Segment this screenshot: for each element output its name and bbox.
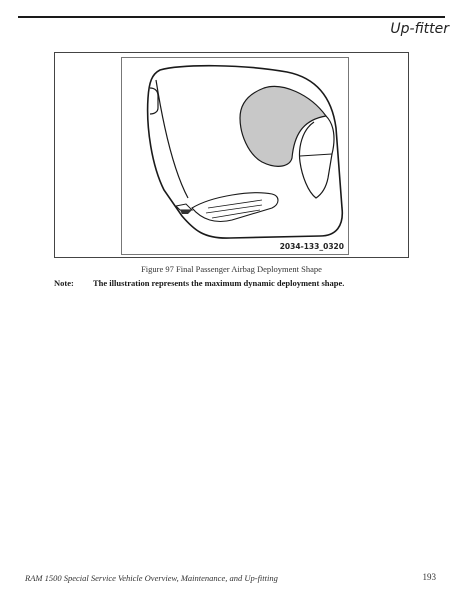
interior-contour [156, 80, 188, 198]
seat-stitch-line [206, 205, 262, 213]
page-number: 193 [422, 572, 436, 582]
seat-divider-line [300, 154, 332, 156]
section-title: Up-fitter [390, 21, 449, 37]
figure-code: 2034-133_0320 [279, 242, 344, 251]
seat-bracket-shadow [180, 210, 192, 214]
figure-caption: Figure 97 Final Passenger Airbag Deployment Shape [141, 264, 322, 274]
seat-back-outline [300, 116, 334, 198]
airbag-illustration [121, 57, 349, 255]
header-rule [18, 16, 445, 18]
footer-document-title: RAM 1500 Special Service Vehicle Overview, Maintenance, and Up-fitting [25, 573, 278, 583]
note-text: The illustration represents the maximum dynamic deployment shape. [93, 278, 345, 288]
door-handle-outline [150, 88, 158, 114]
note-label: Note: [54, 278, 74, 288]
seat-bracket [176, 204, 192, 210]
airbag-diagram [122, 58, 348, 254]
airbag-shape [240, 86, 326, 166]
seat-cushion-outline [192, 193, 278, 222]
seat-stitch-line [208, 200, 262, 208]
